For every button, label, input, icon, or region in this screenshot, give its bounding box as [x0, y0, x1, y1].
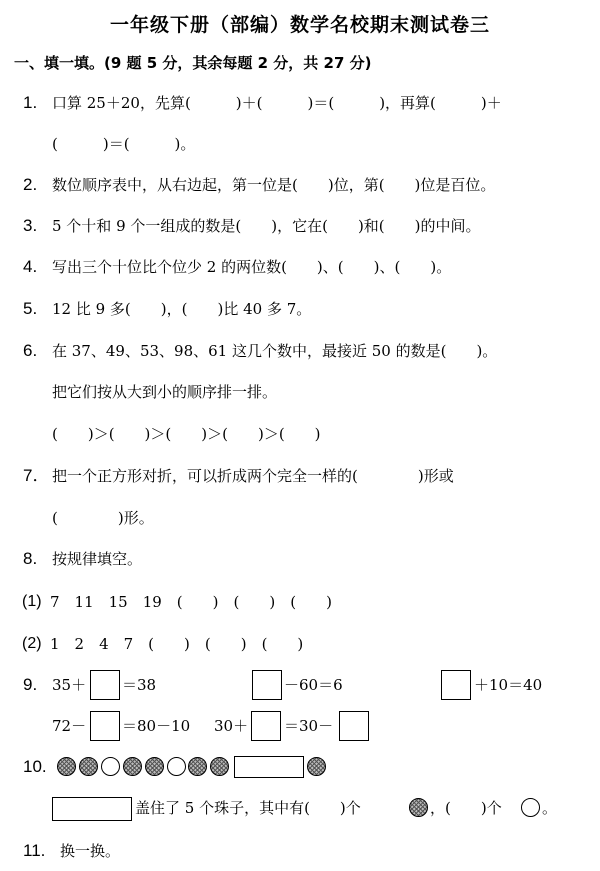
question-8-part-1: (1) 7 11 15 19 ( ) ( ) ( )	[22, 593, 332, 611]
bead-gray-icon	[210, 757, 229, 776]
question-9-row-2: 72－ ＝80－10 30＋ ＝30－	[0, 713, 600, 739]
page-title: 一年级下册（部编）数学名校期末测试卷三	[109, 14, 490, 36]
answer-box[interactable]	[339, 711, 369, 741]
question-2: 2. 数位顺序表中，从右边起，第一位是( )位，第( )位是百位。	[23, 175, 496, 194]
bead-gray-icon	[409, 798, 428, 817]
question-7: 7． 把一个正方形对折，可以折成两个完全一样的( )形或	[23, 466, 454, 485]
answer-box[interactable]	[251, 711, 281, 741]
bead-gray-icon	[57, 757, 76, 776]
answer-box[interactable]	[90, 711, 120, 741]
question-8: 8. 按规律填空。	[23, 549, 143, 568]
cover-rect	[52, 797, 132, 821]
question-1: 1. 口算 25＋20，先算( )＋( )＝( )，再算( )＋	[23, 93, 502, 112]
bead-gray-icon	[188, 757, 207, 776]
answer-box[interactable]	[252, 670, 282, 700]
question-9: 9. 35＋ ＝38 －60＝6 ＋10＝40	[0, 672, 600, 698]
question-11: 11. 换一换。	[23, 841, 121, 860]
question-4: 4. 写出三个十位比个位少 2 的两位数( )、( )、( )。	[23, 257, 452, 276]
bead-white-icon	[101, 757, 120, 776]
bead-white-icon	[521, 798, 540, 817]
question-5: 5. 12 比 9 多( )，( )比 40 多 7。	[23, 299, 312, 318]
question-7-cont: ( )形。	[52, 509, 154, 527]
question-8-part-2: (2) 1 2 4 7 ( ) ( ) ( )	[22, 635, 304, 653]
bead-gray-icon	[307, 757, 326, 776]
question-6-cont: 把它们按从大到小的顺序排一排。	[52, 383, 278, 401]
answer-box[interactable]	[90, 670, 120, 700]
question-10: 10.	[0, 754, 600, 780]
question-10-cont: 盖住了 5 个珠子，其中有( )个 ，( )个 。	[0, 795, 600, 821]
question-6-order: ( )＞( )＞( )＞( )＞( )	[52, 425, 321, 443]
question-3: 3. 5 个十和 9 个一组成的数是( )，它在( )和( )的中间。	[23, 216, 481, 235]
bead-gray-icon	[145, 757, 164, 776]
bead-gray-icon	[123, 757, 142, 776]
bead-gray-icon	[79, 757, 98, 776]
answer-box[interactable]	[441, 670, 471, 700]
cover-rect	[234, 756, 304, 778]
question-1-cont: ( )＝( )。	[52, 135, 196, 153]
section-heading: 一、填一填。(9 题 5 分，其余每题 2 分，共 27 分)	[14, 54, 372, 72]
bead-white-icon	[167, 757, 186, 776]
question-6: 6. 在 37、49、53、98、61 这几个数中，最接近 50 的数是( )。	[23, 341, 498, 360]
